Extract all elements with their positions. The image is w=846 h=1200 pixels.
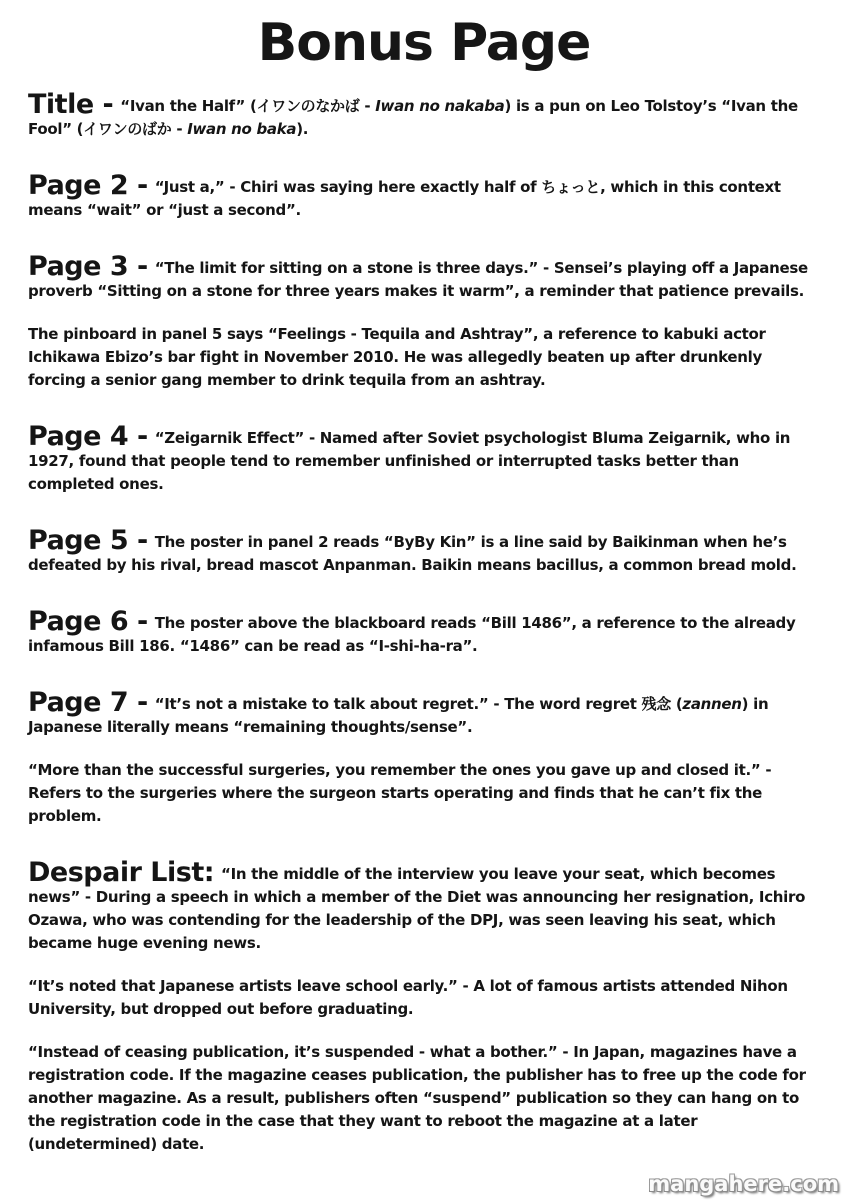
paragraph: [28, 975, 820, 1021]
paragraph-text: “Ivan the Half” (イワンのなかば - Iwan no nakaba) is a pun on Leo Tolstoy’s “Ivan the Fool” (イワンのばか - Iwan no baka).: [28, 96, 798, 138]
section-page-5: [28, 524, 820, 577]
paragraph: [28, 856, 820, 955]
paragraph: [28, 250, 820, 303]
section-page-2: [28, 169, 820, 222]
section-heading: Page 4 -: [28, 420, 148, 452]
section-despair-list: [28, 856, 820, 1156]
paragraph-text: “It’s noted that Japanese artists leave school early.” - A lot of famous artists attended Nihon University, but dropped out before graduating.: [28, 976, 788, 1018]
paragraph-text: “Instead of ceasing publication, it’s suspended - what a bother.” - In Japan, magazines have a registration code. If the magazine ceases publication, the publisher has to free up the code for another magazine. As a result, publishers often “suspend” publication so they can hang on to the registration code in the case that they want to reboot the magazine at a later (undetermined) date.: [28, 1042, 806, 1153]
paragraph-text: “Zeigarnik Effect” - Named after Soviet psychologist Bluma Zeigarnik, who in 1927, found that people tend to remember unfinished or interrupted tasks better than completed ones.: [28, 428, 791, 493]
paragraph-text: “Just a,” - Chiri was saying here exactly half of ちょっと, which in this context means “wait” or “just a second”.: [28, 177, 781, 219]
section-page-3: [28, 250, 820, 392]
paragraph-text: “More than the successful surgeries, you remember the ones you gave up and closed it.” -Refers to the surgeries where the surgeon starts operating and finds that he can’t fix the problem.: [28, 760, 772, 825]
section-heading: Page 7 -: [28, 686, 148, 718]
section-heading: Despair List:: [28, 856, 215, 888]
section-page-4: [28, 420, 820, 496]
paragraph: [28, 88, 820, 141]
paragraph-text: “The limit for sitting on a stone is three days.” - Sensei’s playing off a Japanese proverb “Sitting on a stone for three years makes it warm”, a reminder that patience prevails.: [28, 258, 808, 300]
paragraph: [28, 524, 820, 577]
paragraph-text: The pinboard in panel 5 says “Feelings - Tequila and Ashtray”, a reference to kabuki actor Ichikawa Ebizo’s bar fight in November 2010. He was allegedly beaten up after drunkenly forcing a senior gang member to drink tequila from an ashtray.: [28, 324, 766, 389]
section-page-6: [28, 605, 820, 658]
paragraph-text: “It’s not a mistake to talk about regret.” - The word regret 残念 (zannen) in Japanese literally means “remaining thoughts/sense”.: [28, 694, 769, 736]
section-heading: Page 5 -: [28, 524, 148, 556]
section-page-7: [28, 686, 820, 828]
section-title-note: [28, 88, 820, 141]
section-heading: Page 2 -: [28, 169, 148, 201]
paragraph: [28, 686, 820, 739]
paragraph-text: The poster above the blackboard reads “Bill 1486”, a reference to the already infamous Bill 186. “1486” can be read as “I-shi-ha-ra”.: [28, 613, 796, 655]
paragraph: [28, 759, 820, 828]
page-title: Bonus Page: [257, 13, 591, 73]
site-watermark: mangahere.com: [648, 1172, 839, 1196]
paragraph-text: “In the middle of the interview you leave your seat, which becomes news” - During a speech in which a member of the Diet was announcing her resignation, Ichiro Ozawa, who was contending for the leadership of the DPJ, was seen leaving his seat, which became huge evening news.: [28, 864, 806, 952]
paragraph: [28, 420, 820, 496]
section-heading: Page 3 -: [28, 250, 148, 282]
paragraph: [28, 605, 820, 658]
paragraph: [28, 169, 820, 222]
paragraph: [28, 323, 820, 392]
section-heading: Page 6 -: [28, 605, 148, 637]
paragraph-text: The poster in panel 2 reads “ByBy Kin” is a line said by Baikinman when he’s defeated by his rival, bread mascot Anpanman. Baikin means bacillus, a common bread mold.: [28, 532, 797, 574]
paragraph: [28, 1041, 820, 1156]
section-heading: Title -: [28, 88, 114, 120]
